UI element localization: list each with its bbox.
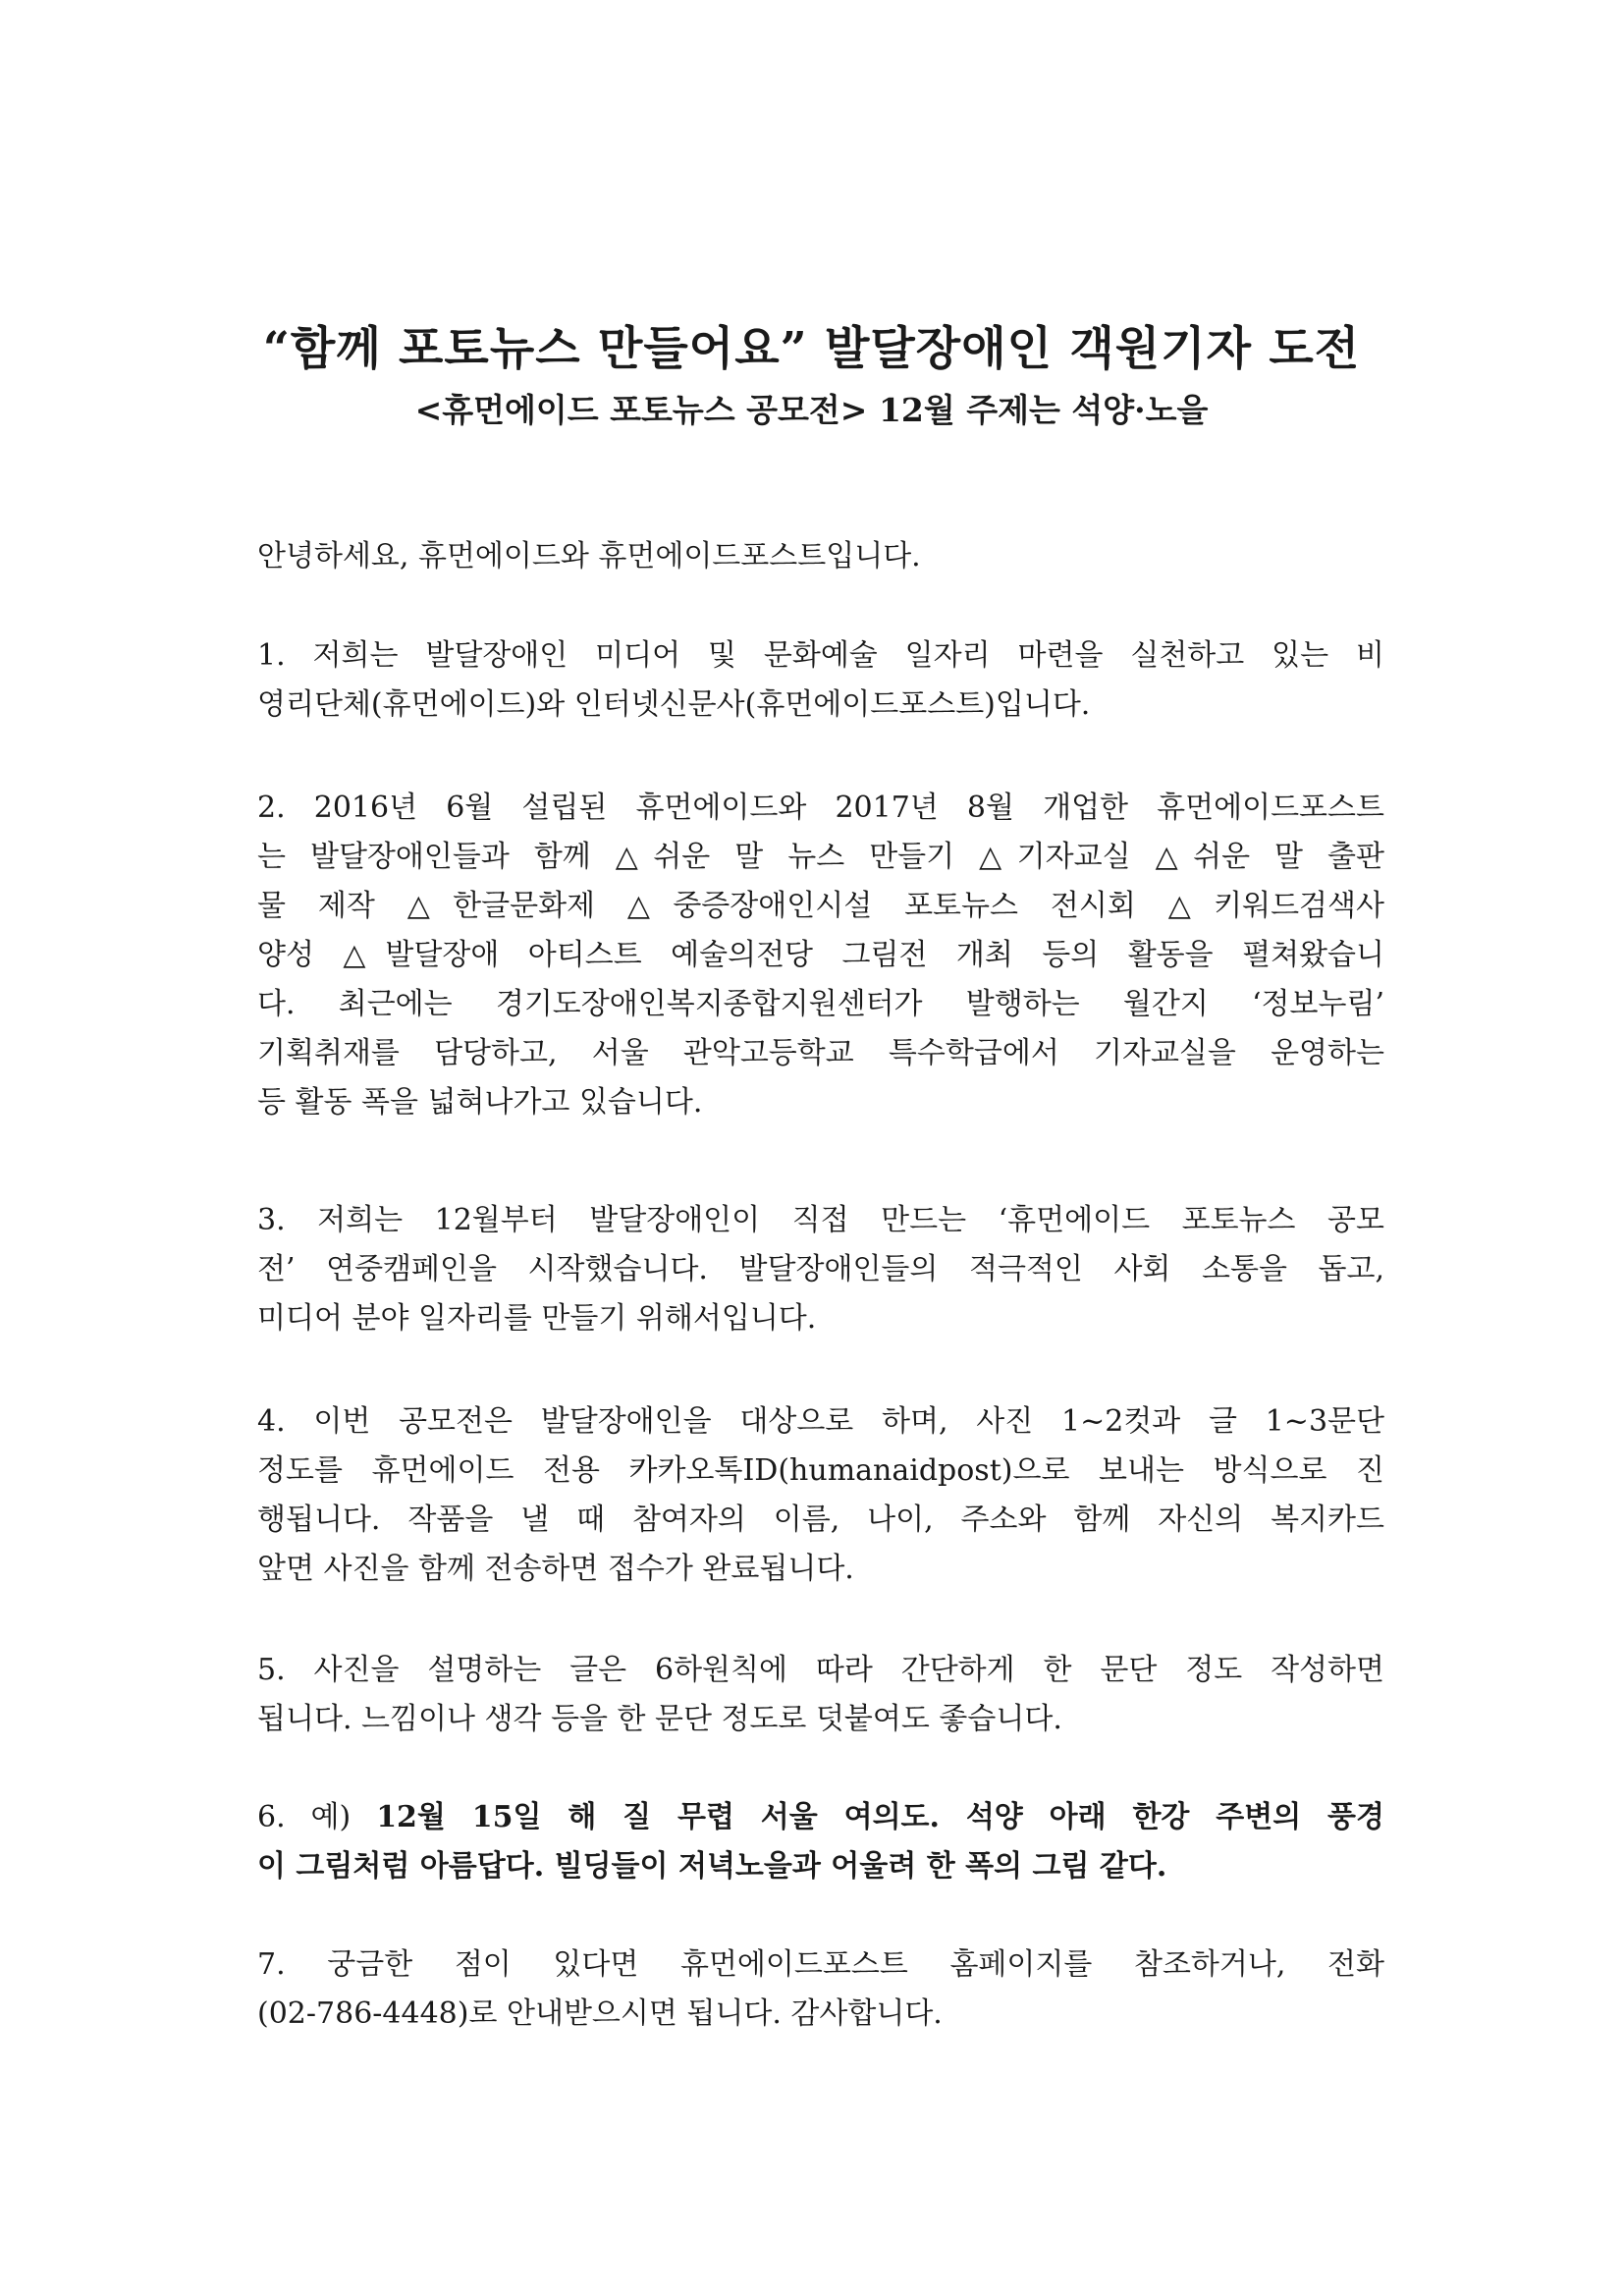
paragraph-7-line-2: (02-786-4448)로 안내받으시면 됩니다. 감사합니다. <box>257 1996 943 2031</box>
paragraph-3-line-1: 3. 저희는 12월부터 발달장애인이 직접 만드는 ‘휴먼에이드 포토뉴스 공모 <box>257 1203 1384 1237</box>
document-title: “함께 포토뉴스 만들어요” 발달장애인 객원기자 도전 <box>262 322 1361 376</box>
paragraph-4-line-2: 정도를 휴먼에이드 전용 카카오톡ID(humanaidpost)으로 보내는 방식으로 진 <box>257 1453 1384 1488</box>
paragraph-1-line-2: 영리단체(휴먼에이드)와 인터넷신문사(휴먼에이드포스트)입니다. <box>257 687 1091 722</box>
paragraph-4 <box>257 1397 1384 1594</box>
paragraph-4-line-1: 4. 이번 공모전은 발달장애인을 대상으로 하며, 사진 1~2컷과 글 1~3문단 <box>257 1404 1384 1439</box>
document-subtitle: <휴먼에이드 포토뉴스 공모전> 12월 주제는 석양·노을 <box>414 391 1209 429</box>
paragraph-6-example-line-1: 12월 15일 해 질 무렵 서울 여의도. 석양 아래 한강 주변의 풍경 <box>376 1800 1384 1834</box>
paragraph-2-line-2: 는 발달장애인들과 함께 △쉬운 말 뉴스 만들기 △기자교실 △쉬운 말 출판 <box>257 840 1384 874</box>
paragraph-4-line-3: 행됩니다. 작품을 낼 때 참여자의 이름, 나이, 주소와 함께 자신의 복지카드 <box>257 1503 1384 1537</box>
paragraph-6-prefix: 6. 예) <box>257 1800 377 1834</box>
paragraph-6-example-line-2: 이 그림처럼 아름답다. 빌딩들이 저녁노을과 어울려 한 폭의 그림 같다. <box>257 1849 1167 1884</box>
paragraph-2-line-5: 다. 최근에는 경기도장애인복지종합지원센터가 발행하는 월간지 ‘정보누림’ <box>257 987 1384 1021</box>
paragraph-1 <box>257 631 1384 730</box>
greeting-paragraph <box>257 532 1384 581</box>
paragraph-4-line-4: 앞면 사진을 함께 전송하면 접수가 완료됩니다. <box>257 1552 854 1586</box>
greeting-line: 안녕하세요, 휴먼에이드와 휴먼에이드포스트입니다. <box>257 539 921 574</box>
paragraph-6 <box>257 1793 1384 1891</box>
paragraph-5-line-1: 5. 사진을 설명하는 글은 6하원칙에 따라 간단하게 한 문단 정도 작성하면 <box>257 1653 1384 1687</box>
paragraph-2-line-4: 양성 △발달장애 아티스트 예술의전당 그림전 개최 등의 활동을 펼쳐왔습니 <box>257 938 1384 972</box>
paragraph-5 <box>257 1646 1384 1744</box>
paragraph-5-line-2: 됩니다. 느낌이나 생각 등을 한 문단 정도로 덧붙여도 좋습니다. <box>257 1702 1062 1736</box>
paragraph-7-line-1: 7. 궁금한 점이 있다면 휴먼에이드포스트 홈페이지를 참조하거나, 전화 <box>257 1947 1384 1982</box>
paragraph-2-line-6: 기획취재를 담당하고, 서울 관악고등학교 특수학급에서 기자교실을 운영하는 <box>257 1036 1384 1070</box>
paragraph-2-line-3: 물 제작 △한글문화제 △중증장애인시설 포토뉴스 전시회 △키워드검색사 <box>257 889 1384 923</box>
paragraph-3-line-2: 전’ 연중캠페인을 시작했습니다. 발달장애인들의 적극적인 사회 소통을 돕고, <box>257 1252 1384 1286</box>
paragraph-3-line-3: 미디어 분야 일자리를 만들기 위해서입니다. <box>257 1301 817 1336</box>
paragraph-6-line-1 <box>257 1793 1384 1842</box>
paragraph-3 <box>257 1196 1384 1343</box>
paragraph-2-line-1: 2. 2016년 6월 설립된 휴먼에이드와 2017년 8월 개업한 휴먼에이드포스트 <box>257 791 1384 825</box>
paragraph-1-line-1: 1. 저희는 발달장애인 미디어 및 문화예술 일자리 마련을 실천하고 있는 비 <box>257 638 1384 673</box>
paragraph-2-line-7: 등 활동 폭을 넓혀나가고 있습니다. <box>257 1085 703 1120</box>
paragraph-2 <box>257 784 1384 1127</box>
paragraph-7 <box>257 1941 1384 2039</box>
